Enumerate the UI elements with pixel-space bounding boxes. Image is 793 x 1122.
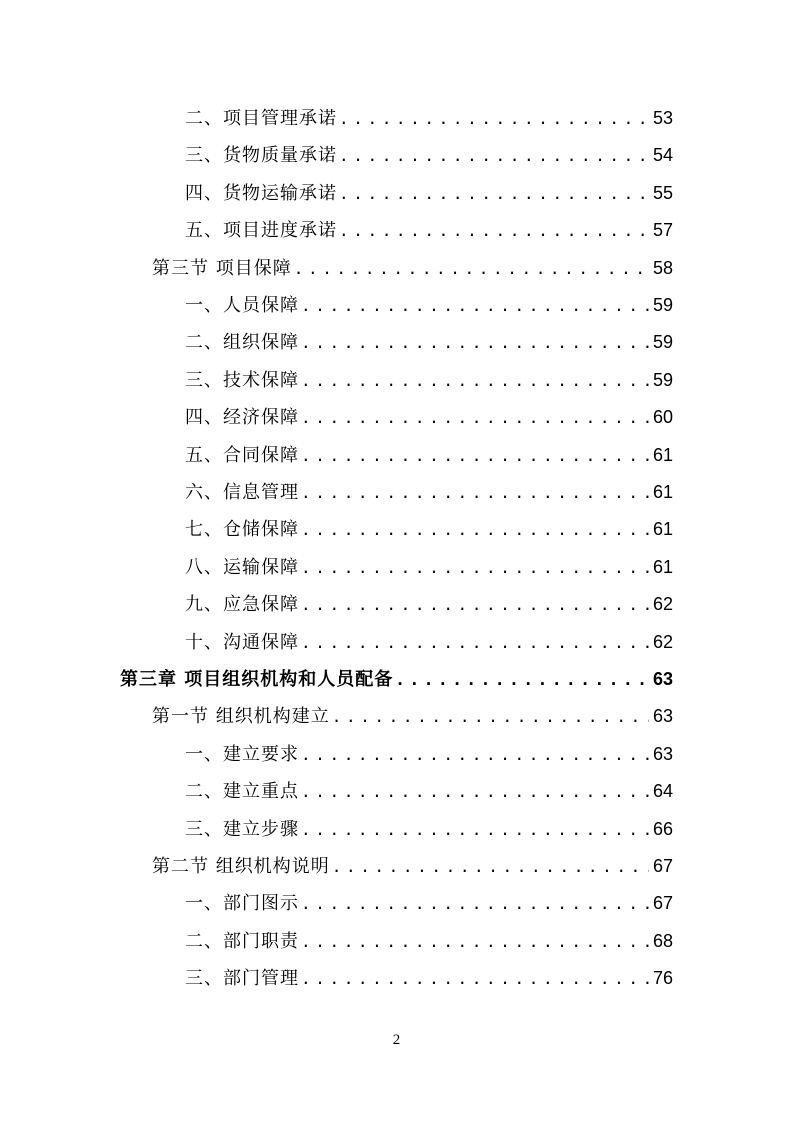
toc-entry[interactable] [185, 324, 673, 361]
toc-entry-title: 一、建立要求 [185, 743, 299, 765]
toc-leader-dots [339, 212, 649, 249]
toc-entry-page: 63 [652, 706, 673, 727]
toc-entry-page: 55 [652, 182, 673, 203]
toc-leader-dots [332, 698, 649, 735]
toc-entry[interactable] [152, 250, 673, 287]
toc-leader-dots [294, 250, 649, 287]
toc-entry[interactable] [185, 960, 673, 997]
toc-leader-dots [339, 137, 649, 174]
toc-entry-title: 八、运输保障 [185, 556, 299, 578]
toc-leader-dots [301, 549, 649, 586]
toc-leader-dots [301, 399, 649, 436]
toc-entry[interactable] [185, 137, 673, 174]
toc-entry-title: 四、经济保障 [185, 407, 299, 429]
toc-entry-page: 53 [652, 108, 673, 128]
toc-entry-page: 58 [652, 257, 673, 278]
toc-entry-title: 二、项目管理承诺 [185, 108, 337, 129]
toc-entry[interactable] [185, 287, 673, 324]
toc-entry-title: 十、沟通保障 [185, 631, 299, 653]
toc-entry-title: 一、人员保障 [185, 295, 299, 316]
toc-entry[interactable] [152, 848, 673, 885]
toc-entry-page: 61 [652, 519, 673, 540]
toc-entry-chapter[interactable] [120, 661, 673, 698]
toc-entry-title: 五、项目进度承诺 [185, 220, 337, 242]
toc-entry-page: 61 [652, 556, 673, 577]
toc-entry[interactable] [185, 100, 673, 137]
toc-entry-title: 六、信息管理 [185, 482, 299, 503]
toc-entry-page: 67 [652, 893, 673, 914]
toc-entry-page: 60 [652, 407, 673, 428]
toc-entry[interactable] [185, 175, 673, 212]
toc-entry-page: 61 [652, 482, 673, 502]
toc-entry-title: 三、技术保障 [185, 369, 299, 391]
toc-entry-page: 76 [652, 968, 673, 989]
toc-entry-page: 68 [652, 930, 673, 951]
toc-entry-page: 63 [652, 743, 673, 764]
toc-entry[interactable] [185, 549, 673, 586]
toc-entry[interactable] [185, 586, 673, 623]
toc-leader-dots [339, 175, 649, 212]
toc-entry-title: 三、建立步骤 [185, 818, 299, 840]
toc-leader-dots [301, 324, 649, 361]
toc-leader-dots [395, 661, 649, 698]
toc-leader-dots [301, 773, 649, 810]
toc-entry-page: 64 [652, 781, 673, 802]
toc-entry[interactable] [185, 923, 673, 960]
toc-entry-title: 七、仓储保障 [185, 519, 299, 541]
toc-entry-title: 九、应急保障 [185, 594, 299, 616]
toc-entry-title: 第一节 组织机构建立 [152, 706, 330, 728]
toc-entry[interactable] [185, 773, 673, 810]
page-number: 2 [392, 1032, 401, 1048]
toc-leader-dots [301, 811, 649, 848]
toc-entry-title: 二、组织保障 [185, 332, 299, 354]
toc-leader-dots [301, 960, 649, 997]
toc-entry[interactable] [185, 212, 673, 249]
toc-entry-page: 62 [652, 631, 673, 652]
toc-entry-title: 四、货物运输承诺 [185, 182, 337, 204]
toc-entry-title: 二、建立重点 [185, 781, 299, 803]
toc-entry-title: 五、合同保障 [185, 444, 299, 466]
toc-entry-title: 第三章 项目组织机构和人员配备 [120, 669, 394, 690]
toc-entry[interactable] [185, 399, 673, 436]
toc-leader-dots [301, 511, 649, 548]
toc-entry[interactable] [185, 736, 673, 773]
toc-entry-page: 59 [652, 369, 673, 390]
toc-leader-dots [339, 100, 649, 137]
toc-leader-dots [301, 624, 649, 661]
toc-entry[interactable] [185, 811, 673, 848]
toc-leader-dots [301, 923, 649, 960]
toc-entry-title: 第二节 组织机构说明 [152, 856, 330, 877]
toc-entry[interactable] [185, 437, 673, 474]
toc-leader-dots [301, 736, 649, 773]
toc-leader-dots [301, 474, 649, 511]
toc-entry-title: 三、货物质量承诺 [185, 145, 337, 167]
toc-entry-page: 57 [652, 220, 673, 241]
toc-entry[interactable] [152, 698, 673, 735]
toc-entry[interactable] [185, 362, 673, 399]
toc-entry-title: 一、部门图示 [185, 893, 299, 915]
toc-entry-page: 62 [652, 594, 673, 615]
toc-entry-page: 66 [652, 818, 673, 839]
toc-entry-page: 59 [652, 295, 673, 315]
toc-entry-title: 第三节 项目保障 [152, 257, 292, 279]
toc-entry[interactable] [185, 885, 673, 922]
toc-entry-page: 63 [652, 669, 673, 689]
toc-entry-page: 61 [652, 444, 673, 465]
toc-entry-page: 67 [652, 856, 673, 876]
toc-entry-title: 三、部门管理 [185, 968, 299, 990]
toc-leader-dots [332, 848, 649, 885]
toc-leader-dots [301, 437, 649, 474]
toc-entry[interactable] [185, 511, 673, 548]
toc-leader-dots [301, 362, 649, 399]
toc-entry-page: 54 [652, 145, 673, 166]
toc-leader-dots [301, 885, 649, 922]
toc-leader-dots [301, 287, 649, 324]
toc-leader-dots [301, 586, 649, 623]
toc-entry-title: 二、部门职责 [185, 930, 299, 952]
toc-entry[interactable] [185, 474, 673, 511]
toc-entry-page: 59 [652, 332, 673, 353]
toc-entry[interactable] [185, 624, 673, 661]
